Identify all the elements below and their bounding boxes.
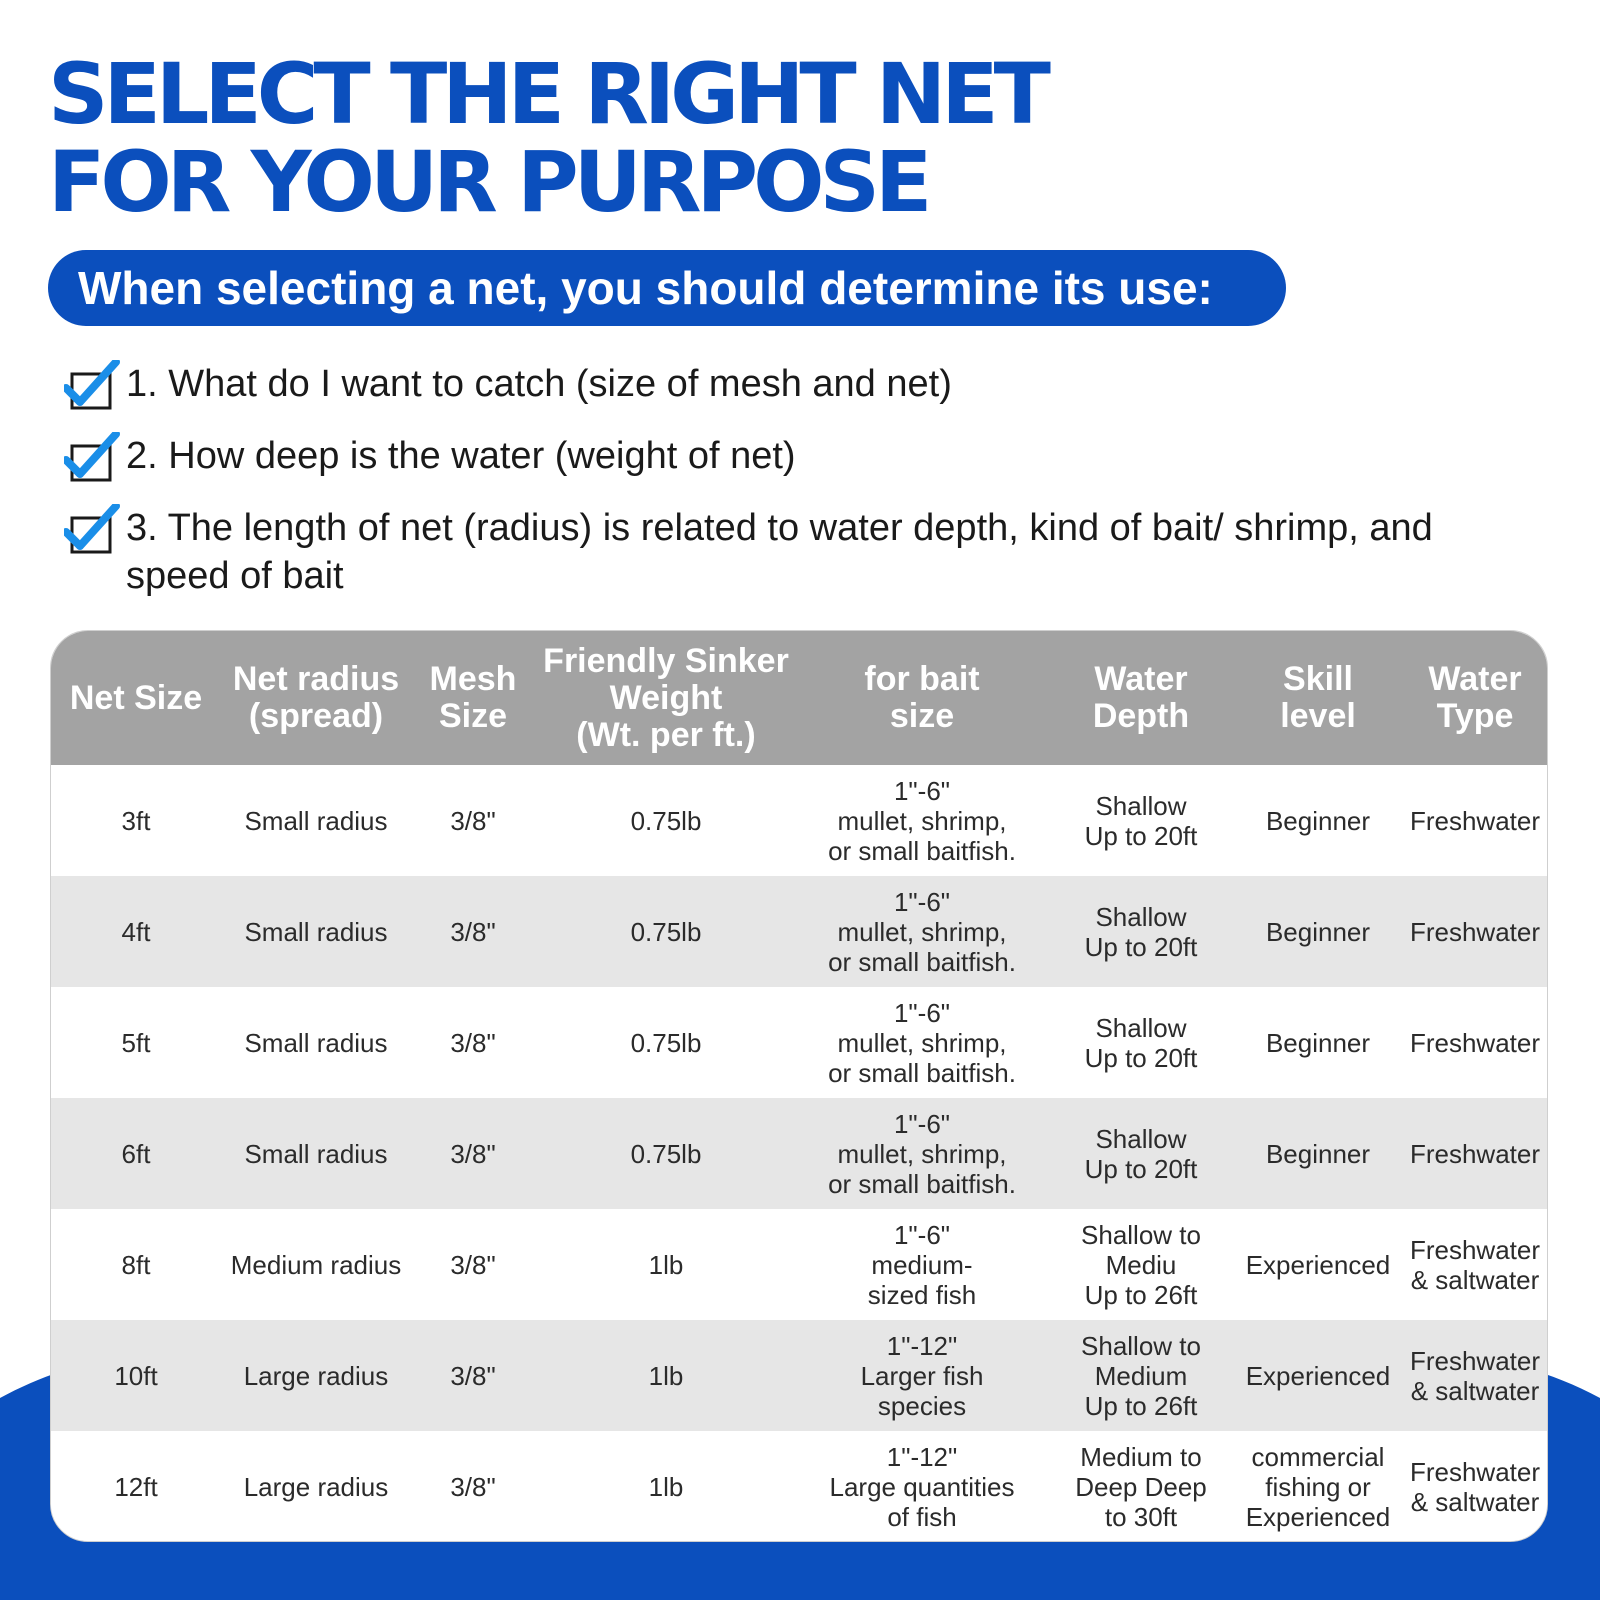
column-header: Net Size bbox=[51, 631, 221, 765]
table-cell: 1"-6" mullet, shrimp, or small baitfish. bbox=[797, 987, 1047, 1098]
title-line-1: SELECT THE RIGHT NET bbox=[48, 45, 1046, 143]
table-cell: Experienced bbox=[1235, 1320, 1401, 1431]
table-cell: 0.75lb bbox=[535, 987, 797, 1098]
table-cell: 3/8" bbox=[411, 1098, 535, 1209]
table-cell: Freshwater bbox=[1401, 765, 1548, 876]
net-comparison-table bbox=[50, 630, 1548, 1542]
table-cell: Beginner bbox=[1235, 876, 1401, 987]
checklist-item bbox=[64, 360, 1544, 408]
column-header: Water Type bbox=[1401, 631, 1548, 765]
checkbox-checked-icon bbox=[64, 360, 122, 412]
table-cell: Shallow to Mediu Up to 26ft bbox=[1047, 1209, 1235, 1320]
table-cell: commercial fishing or Experienced bbox=[1235, 1431, 1401, 1542]
table-cell: Freshwater & saltwater bbox=[1401, 1320, 1548, 1431]
table-cell: Large radius bbox=[221, 1320, 411, 1431]
checkbox-checked-icon bbox=[64, 432, 122, 484]
table-cell: Beginner bbox=[1235, 1098, 1401, 1209]
table-row bbox=[51, 1320, 1548, 1431]
column-header: Skill level bbox=[1235, 631, 1401, 765]
title-line-2: FOR YOUR PURPOSE bbox=[48, 133, 928, 231]
table-cell: Freshwater bbox=[1401, 987, 1548, 1098]
table-cell: 0.75lb bbox=[535, 876, 797, 987]
table-cell: 4ft bbox=[51, 876, 221, 987]
table-cell: 0.75lb bbox=[535, 765, 797, 876]
table-cell: Shallow Up to 20ft bbox=[1047, 765, 1235, 876]
table-cell: Shallow to Medium Up to 26ft bbox=[1047, 1320, 1235, 1431]
table-cell: 0.75lb bbox=[535, 1098, 797, 1209]
checklist bbox=[64, 360, 1544, 624]
table-cell: Shallow Up to 20ft bbox=[1047, 1098, 1235, 1209]
table-cell: Shallow Up to 20ft bbox=[1047, 876, 1235, 987]
table-cell: Freshwater & saltwater bbox=[1401, 1209, 1548, 1320]
table-cell: 1lb bbox=[535, 1320, 797, 1431]
table-cell: Small radius bbox=[221, 765, 411, 876]
table-row bbox=[51, 765, 1548, 876]
table-cell: 3/8" bbox=[411, 765, 535, 876]
table-cell: 1lb bbox=[535, 1209, 797, 1320]
table-header-row bbox=[51, 631, 1548, 765]
checklist-text: 2. How deep is the water (weight of net) bbox=[126, 435, 796, 477]
table-cell: 1"-12" Large quantities of fish bbox=[797, 1431, 1047, 1542]
table-cell: 5ft bbox=[51, 987, 221, 1098]
checklist-item bbox=[64, 432, 1544, 480]
column-header: for bait size bbox=[797, 631, 1047, 765]
table-cell: Beginner bbox=[1235, 987, 1401, 1098]
table-cell: Small radius bbox=[221, 876, 411, 987]
table-cell: 3/8" bbox=[411, 876, 535, 987]
column-header: Mesh Size bbox=[411, 631, 535, 765]
table-cell: Medium to Deep Deep to 30ft bbox=[1047, 1431, 1235, 1542]
table-cell: 1"-6" mullet, shrimp, or small baitfish. bbox=[797, 876, 1047, 987]
table-cell: 12ft bbox=[51, 1431, 221, 1542]
table-cell: Shallow Up to 20ft bbox=[1047, 987, 1235, 1098]
table-cell: 1"-6" medium- sized fish bbox=[797, 1209, 1047, 1320]
checklist-text: 1. What do I want to catch (size of mesh and net) bbox=[126, 363, 952, 405]
checkbox-checked-icon bbox=[64, 504, 122, 556]
table-cell: Experienced bbox=[1235, 1209, 1401, 1320]
column-header: Friendly Sinker Weight (Wt. per ft.) bbox=[535, 631, 797, 765]
table-cell: 6ft bbox=[51, 1098, 221, 1209]
table-cell: 8ft bbox=[51, 1209, 221, 1320]
table-row bbox=[51, 1098, 1548, 1209]
table-cell: Small radius bbox=[221, 987, 411, 1098]
table-cell: Small radius bbox=[221, 1098, 411, 1209]
table-cell: 3/8" bbox=[411, 1431, 535, 1542]
table bbox=[51, 631, 1548, 1542]
column-header: Water Depth bbox=[1047, 631, 1235, 765]
table-cell: 1lb bbox=[535, 1431, 797, 1542]
table-cell: Medium radius bbox=[221, 1209, 411, 1320]
table-row bbox=[51, 987, 1548, 1098]
table-cell: Freshwater & saltwater bbox=[1401, 1431, 1548, 1542]
page-title bbox=[48, 45, 1046, 231]
table-body bbox=[51, 765, 1548, 1542]
table-cell: Large radius bbox=[221, 1431, 411, 1542]
checklist-text: 3. The length of net (radius) is related to water depth, kind of bait/ shrimp, and speed of bait bbox=[126, 507, 1433, 597]
table-row bbox=[51, 1209, 1548, 1320]
table-cell: 10ft bbox=[51, 1320, 221, 1431]
table-cell: 1"-12" Larger fish species bbox=[797, 1320, 1047, 1431]
table-cell: 1"-6" mullet, shrimp, or small baitfish. bbox=[797, 765, 1047, 876]
table-cell: 3ft bbox=[51, 765, 221, 876]
column-header: Net radius (spread) bbox=[221, 631, 411, 765]
table-cell: 3/8" bbox=[411, 987, 535, 1098]
checklist-item bbox=[64, 504, 1544, 600]
table-cell: Freshwater bbox=[1401, 1098, 1548, 1209]
table-row bbox=[51, 1431, 1548, 1542]
table-cell: Freshwater bbox=[1401, 876, 1548, 987]
table-row bbox=[51, 876, 1548, 987]
table-cell: 3/8" bbox=[411, 1320, 535, 1431]
table-cell: Beginner bbox=[1235, 765, 1401, 876]
table-cell: 1"-6" mullet, shrimp, or small baitfish. bbox=[797, 1098, 1047, 1209]
subtitle-banner: When selecting a net, you should determine its use: bbox=[48, 250, 1286, 326]
table-cell: 3/8" bbox=[411, 1209, 535, 1320]
